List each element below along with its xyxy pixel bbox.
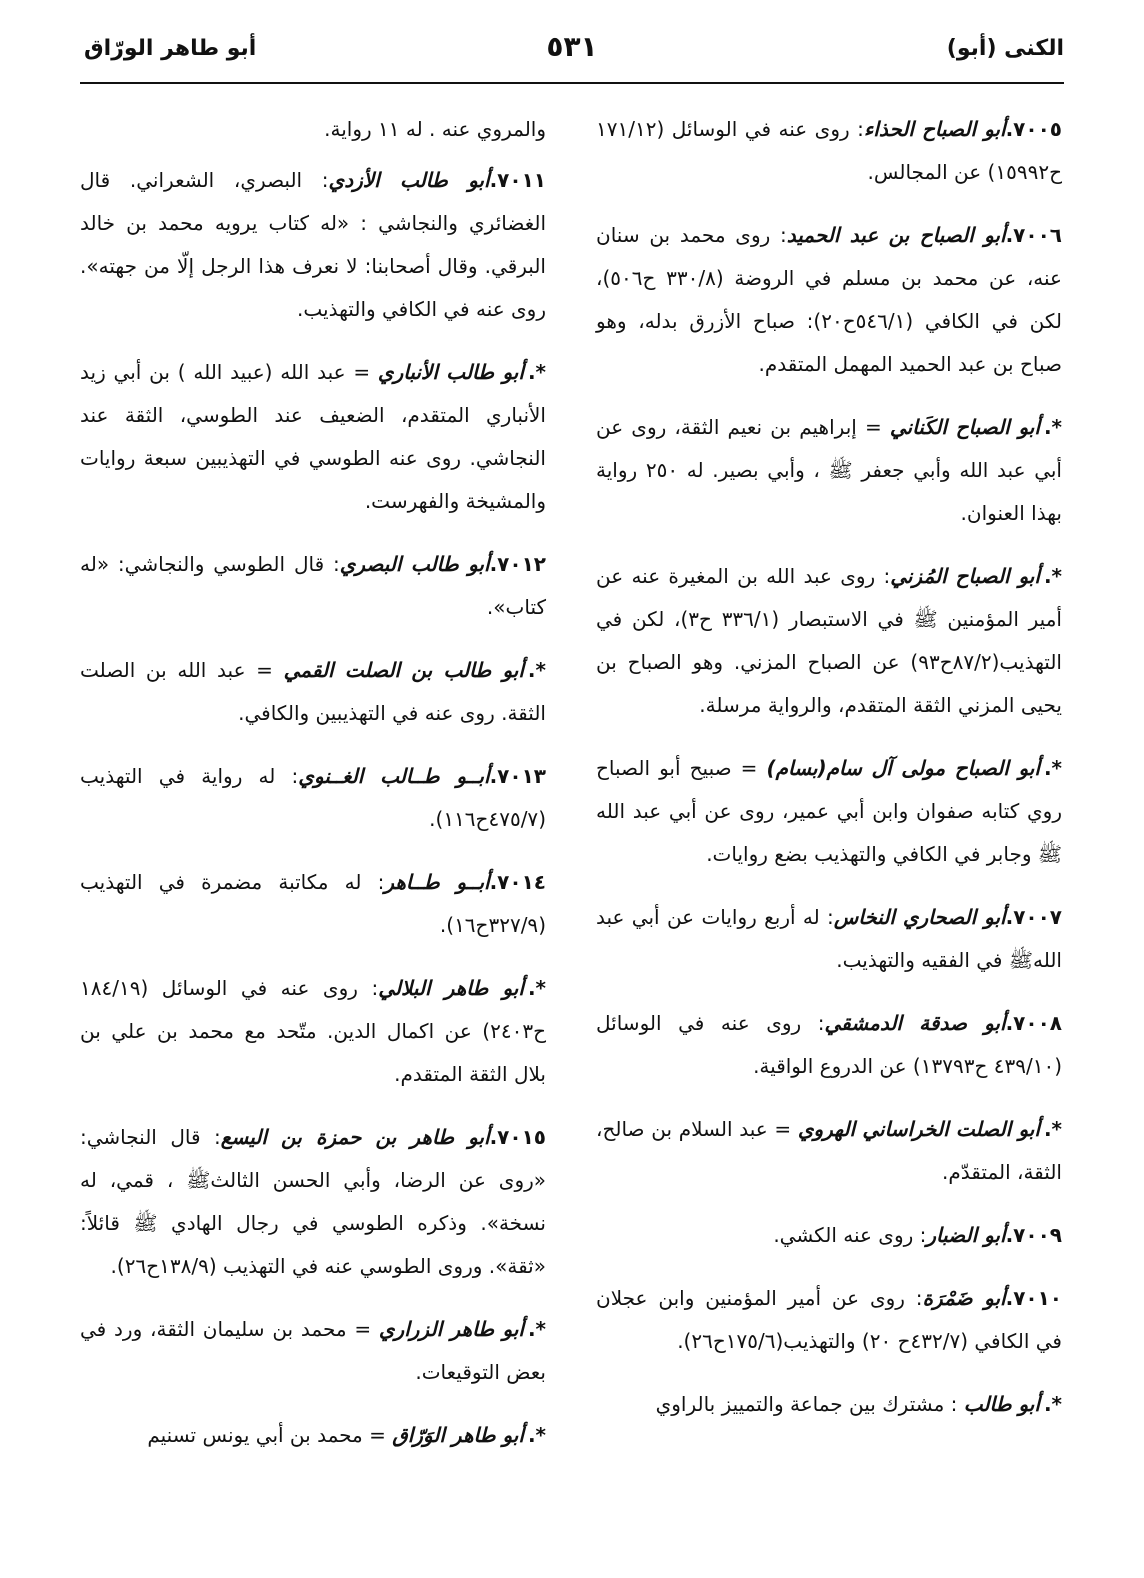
entry xyxy=(80,861,546,947)
entry-marker: *. xyxy=(527,1317,547,1341)
entry-name: أبو الصحاري النخاس xyxy=(833,905,1006,929)
entry xyxy=(596,896,1062,982)
entry-name: أبو الصباح الحذاء xyxy=(863,117,1006,141)
entry xyxy=(596,108,1062,194)
entry-text: : روى عنه الكشي. xyxy=(773,1223,927,1247)
page-number: ٥٣١ xyxy=(546,30,598,63)
entry xyxy=(80,649,546,735)
entry-number: ٧٠١٣. xyxy=(489,764,546,788)
entry-name: أبو طالب xyxy=(963,1392,1040,1416)
entry-name: أبو طالب البصري xyxy=(339,552,490,576)
entry-name: أبو الصباح بن عبد الحميد xyxy=(786,223,1006,247)
entry xyxy=(80,543,546,629)
entry-text: = عبد الله (عبيد الله ) بن أبي زيد الأنباري المتقدم، الضعيف عند الطوسي، الثقة عند النجاشي. روى عنه الطوسي في التهذيبين سبعة روايات والمشيخة والفهرست. xyxy=(80,360,546,513)
entry-name: أبو طاهر البلالي xyxy=(378,976,524,1000)
entry-text: : روى عنه في الوسائل (٤٣٩/١٠ ح١٣٧٩٣) عن الدروع الواقية. xyxy=(596,1011,1062,1078)
entry xyxy=(596,1277,1062,1363)
entry-text: : روى عبد الله بن المغيرة عنه عن أمير المؤمنين ﷺ في الاستبصار (٣٣٦/١ ح٣)، لكن في التهذيب(٨٧/٢ح٩٣) عن الصباح المزني. وهو الصباح بن يحيى المزني الثقة المتقدم، والرواية مرسلة. xyxy=(596,564,1062,717)
entry-name: أبو الصباح المُزني xyxy=(890,564,1040,588)
entry-number: ٧٠٠٨. xyxy=(1005,1011,1062,1035)
entry-text: = محمد بن سليمان الثقة، ورد في بعض التوقيعات. xyxy=(80,1317,546,1384)
entry-text: : البصري، الشعراني. قال الغضائري والنجاشي : «له كتاب يرويه محمد بن خالد البرقي. وقال أصحابنا: لا نعرف هذا الرجل إلّا من جهته». روى عنه في الكافي والتهذيب. xyxy=(80,168,546,321)
entry xyxy=(80,1308,546,1394)
entry-name: أبو طاهر الزراري xyxy=(378,1317,524,1341)
entry-name: أبو ضَمْرَة xyxy=(922,1286,1006,1310)
entry-text: : قال النجاشي: «روى عن الرضا، وأبي الحسن الثالثﷺ ، قمي، له نسخة». وذكره الطوسي في رجال الهادي ﷺ قائلاً: «ثقة». وروى الطوسي عنه في التهذيب (١٣٨/٩ح٢٦). xyxy=(80,1125,546,1278)
entry-text: والمروي عنه . له ١١ رواية. xyxy=(324,117,546,141)
entry-text: = صبيح أبو الصباح روي كتابه صفوان وابن أبي عمير، روى عن أبي عبد الله ﷺ وجابر في الكافي والتهذيب بضع روايات. xyxy=(596,756,1062,866)
entry-marker: *. xyxy=(1043,1117,1062,1141)
entry-name: أبو طاهر بن حمزة بن اليسع xyxy=(220,1125,490,1149)
entry-marker: *. xyxy=(527,658,546,682)
entry-text: = محمد بن أبي يونس تسنيم xyxy=(147,1423,393,1447)
entry-number: ٧٠٠٥. xyxy=(1005,117,1062,141)
entry-number: ٧٠٠٧. xyxy=(1005,905,1063,929)
entry-name: أبو طالب الأزدي xyxy=(328,168,490,192)
entry xyxy=(80,108,546,151)
entry xyxy=(80,1414,546,1457)
entry xyxy=(596,1108,1062,1194)
entry-marker: *. xyxy=(1043,1392,1062,1416)
entry-number: ٧٠٠٩. xyxy=(1005,1223,1062,1247)
entry-number: ٧٠١٢. xyxy=(489,552,546,576)
entry-text: : روى عنه في الوسائل (١٨٤/١٩ ح٢٤٠٣) عن اكمال الدين. متّحد مع محمد بن علي بن بلال الثقة المتقدم. xyxy=(80,976,546,1086)
entry-marker: *. xyxy=(1043,564,1062,588)
running-head-left: أبو طاهر الورّاق xyxy=(84,36,257,61)
entry-text: : له مكاتبة مضمرة في التهذيب (٣٢٧/٩ح١٦). xyxy=(80,870,546,937)
entry-text: = عبد الله بن الصلت الثقة. روى عنه في التهذيبين والكافي. xyxy=(80,658,546,725)
entry-name: أبو الضبار xyxy=(926,1223,1006,1247)
entry-name: أبو طالب الأنباري xyxy=(377,360,524,384)
entry-number: ٧٠١٤. xyxy=(489,870,546,894)
entry xyxy=(80,351,546,523)
left-column xyxy=(80,108,546,1477)
entry-text: : قال الطوسي والنجاشي: «له كتاب». xyxy=(80,552,546,619)
entry-text: = إبراهيم بن نعيم الثقة، روى عن أبي عبد الله وأبي جعفر ﷺ ، وأبي بصير. له ٢٥٠ رواية بهذا العنوان. xyxy=(596,415,1062,525)
entry-text: : له رواية في التهذيب (٤٧٥/٧ح١١٦). xyxy=(80,764,546,831)
entry xyxy=(596,1002,1062,1088)
header-rule xyxy=(80,82,1064,84)
entry-name: أبو الصباح الكَناني xyxy=(889,415,1040,439)
entry-text: : روى محمد بن سنان عنه، عن محمد بن مسلم في الروضة (٣٣٠/٨ ح٥٠٦)، لكن في الكافي (٥٤٦/١ح٢٠): صباح الأزرق بدله، وهو صباح بن عبد الحميد المهمل المتقدم. xyxy=(596,223,1062,376)
entry-marker: *. xyxy=(1043,756,1062,780)
entry xyxy=(596,406,1062,535)
entry-text: : له أربع روايات عن أبي عبد اللهﷺ في الفقيه والتهذيب. xyxy=(596,905,1062,972)
entry-name: أبــو طــالب الغــنوي xyxy=(298,764,490,788)
entry xyxy=(80,755,546,841)
right-column xyxy=(596,108,1062,1446)
entry-name: أبو طالب بن الصلت القمي xyxy=(283,658,524,682)
entry-name: أبو طاهر الوَرّاق xyxy=(392,1423,524,1447)
entry-number: ٧٠١٠. xyxy=(1005,1286,1063,1310)
entry-marker: *. xyxy=(527,976,546,1000)
entry-name: أبو صدقة الدمشقي xyxy=(824,1011,1006,1035)
entry xyxy=(80,967,546,1096)
entry xyxy=(596,555,1062,727)
entry xyxy=(596,1383,1062,1426)
entry xyxy=(596,747,1062,876)
entry xyxy=(80,1116,546,1288)
entry-text: : روى عنه في الوسائل (١٧١/١٢ ح١٥٩٩٢) عن المجالس. xyxy=(596,117,1062,184)
entry xyxy=(80,159,546,331)
entry-name: أبــو طــاهر xyxy=(384,870,490,894)
entry-name: أبو الصباح مولى آل سام(بسام) xyxy=(766,756,1040,780)
entry-text: : روى عن أمير المؤمنين وابن عجلان في الكافي (٤٣٢/٧ح ٢٠) والتهذيب(١٧٥/٦ح٢٦). xyxy=(596,1286,1062,1353)
entry-text: = عبد السلام بن صالح، الثقة، المتقدّم. xyxy=(596,1117,1062,1184)
entry-number: ٧٠١٥. xyxy=(489,1125,546,1149)
entry-number: ٧٠٠٦. xyxy=(1005,223,1062,247)
entry-number: ٧٠١١. xyxy=(489,168,546,192)
entry-marker: *. xyxy=(1043,415,1062,439)
entry xyxy=(596,214,1062,386)
entry-text: : مشترك بين جماعة والتمييز بالراوي xyxy=(655,1392,964,1416)
entry-marker: *. xyxy=(527,360,546,384)
entry-marker: *. xyxy=(527,1423,546,1447)
entry-name: أبو الصلت الخراساني الهروي xyxy=(797,1117,1040,1141)
running-head-right: الكنى (أبو) xyxy=(946,36,1064,61)
entry xyxy=(596,1214,1062,1257)
